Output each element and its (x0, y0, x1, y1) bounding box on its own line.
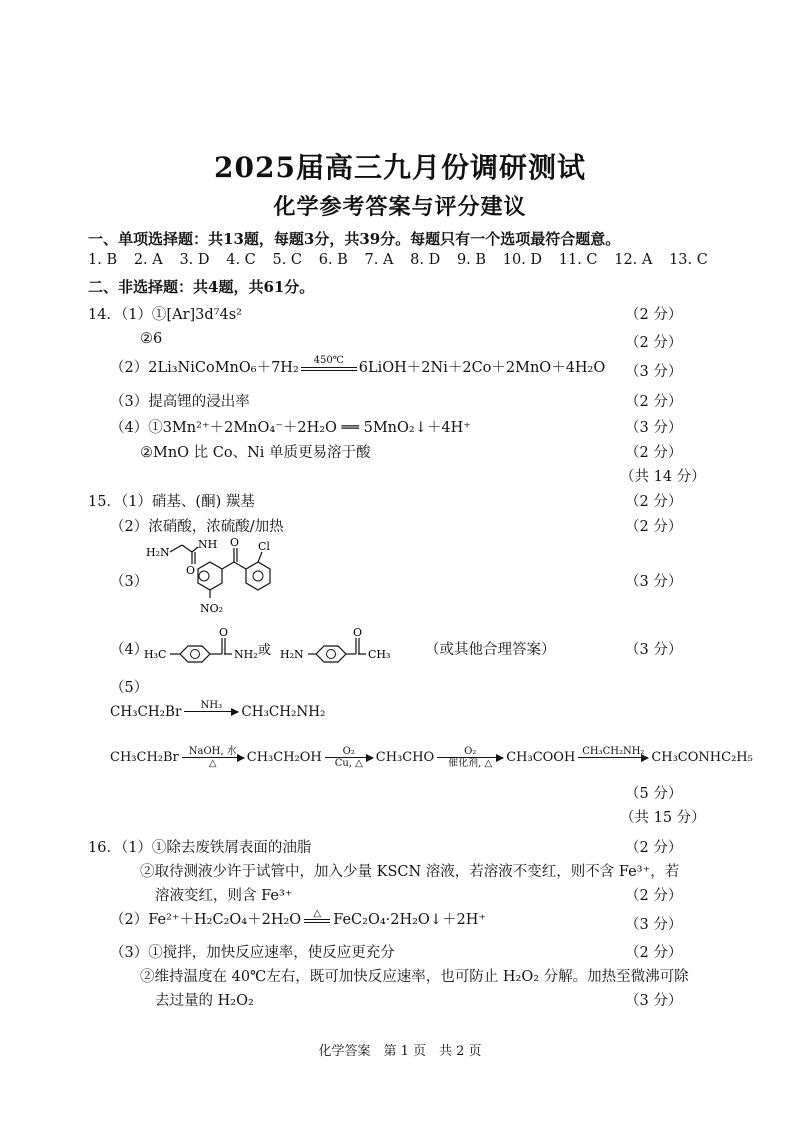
q14-3: （3）提高锂的浸出率 (110, 394, 250, 410)
struct3-cl: Cl (258, 540, 270, 553)
q14-1a-score: （2 分） (625, 307, 683, 323)
q14-2-score: （3 分） (625, 364, 683, 380)
section2-heading: 二、非选择题：共4题，共61分。 (88, 278, 315, 296)
q14-2-products: 6LiOH＋2Ni＋2Co＋2MnO＋4H₂O (358, 360, 606, 376)
mcq-answer: 11. C (558, 252, 598, 268)
q16-2-condition-arrow (304, 908, 330, 929)
q16-1b-line2: 溶液变红，则含 Fe³⁺ (155, 888, 293, 904)
struct4-h3c: H₃C (144, 648, 167, 661)
equals-sign (301, 367, 357, 371)
q15-4-label: （4） (110, 642, 149, 658)
q16-2-condition: △ (313, 908, 322, 919)
q16-3a: （3）①搅拌，加快反应速率，使反应更充分 (110, 945, 395, 961)
mcq-answer: 1. B (88, 252, 118, 268)
q15-3-score: （3 分） (625, 574, 683, 590)
q15-2-score: （2 分） (625, 519, 683, 535)
q15-5-score: （5 分） (625, 786, 683, 802)
route2-r3-bot: 催化剂, △ (448, 758, 493, 769)
route2-arrow-3 (437, 746, 503, 769)
q14-2-condition: 450℃ (313, 355, 344, 366)
route2-r2-bot: Cu, △ (334, 758, 363, 769)
q14-2-reactants: 2Li₃NiCoMnO₆＋7H₂ (148, 360, 299, 376)
route2-arrow-2 (325, 746, 373, 769)
q14-4a-score: （3 分） (625, 420, 683, 436)
route2-r1-top: NaOH, 水 (188, 746, 237, 757)
q16-1b-line1: ②取待测液少许于试管中，加入少量 KSCN 溶液，若溶液不变红，则不含 Fe³⁺，若 (140, 864, 680, 880)
mcq-answer: 12. A (614, 252, 653, 268)
q16-1b-score: （2 分） (625, 888, 683, 904)
q14-3-score: （2 分） (625, 394, 683, 410)
q14-1b-score: （2 分） (625, 335, 683, 351)
route1-reagent: NH₃ (200, 700, 223, 711)
q14-4b: ②MnO 比 Co、Ni 单质更易溶于酸 (140, 445, 371, 461)
q15-5-label: （5） (110, 680, 149, 696)
q16-2-products: FeC₂O₄·2H₂O↓＋2H⁺ (333, 912, 486, 928)
route2-r4-top: CH₃CH₂NH₂ (582, 746, 645, 757)
route1-product: CH₃CH₂NH₂ (241, 703, 326, 720)
q14-1a-answer: [Ar]3d⁷4s² (166, 307, 242, 323)
page-footer: 化学答案 第 1 页 共 2 页 (318, 1044, 482, 1059)
q16-2-equation (110, 908, 486, 929)
mcq-answer: 10. D (502, 252, 543, 268)
q14-2-condition-arrow (301, 355, 357, 377)
q16-2-score: （3 分） (625, 917, 683, 933)
section1-heading: 一、单项选择题：共13题，每题3分，共39分。每题只有一个选项最符合题意。 (88, 230, 621, 248)
equals-sign (304, 919, 330, 923)
route2-s1: CH₃CH₂Br (110, 750, 179, 765)
q14-2-label: （2） (110, 360, 149, 376)
route2-s5: CH₃CONHC₂H₅ (651, 750, 753, 765)
aromatic-ring-icon (327, 650, 336, 659)
q16-3b-line2: 去过量的 H₂O₂ (155, 993, 254, 1009)
q16-1a: 16．（1）①除去废铁屑表面的油脂 (88, 840, 312, 856)
mcq-answer: 7. A (364, 252, 394, 268)
aromatic-ring-icon (191, 650, 200, 659)
q15-1-score: （2 分） (625, 494, 683, 510)
struct3-no2: NO₂ (200, 602, 224, 615)
q15-4-note: （或其他合理答案） (425, 642, 556, 658)
mcq-answers (88, 252, 708, 268)
struct4-h2n: H₂N (280, 648, 304, 661)
mcq-answer: 3. D (179, 252, 210, 268)
aromatic-ring-icon (253, 571, 263, 581)
q16-3b-line1: ②维持温度在 40℃左右，既可加快反应速率，也可防止 H₂O₂ 分解。加热至微沸可除 (140, 969, 689, 985)
q15-3-label: （3） (110, 574, 149, 590)
route2-arrow-4 (578, 746, 648, 769)
struct4-or: 或 (258, 643, 272, 658)
route2-s3: CH₃CHO (375, 750, 435, 765)
q15-3-structure (140, 534, 280, 618)
mcq-answer: 9. B (456, 252, 487, 268)
struct3-nh: NH (198, 538, 218, 551)
q16-3a-score: （2 分） (625, 945, 683, 961)
struct4-ch3: CH₃ (368, 648, 391, 661)
struct4-o-left: O (219, 626, 229, 639)
route2-r1-bot: △ (208, 758, 217, 769)
q14-2-equation (110, 355, 605, 377)
q14-4b-score: （2 分） (625, 445, 683, 461)
mcq-answer: 4. C (226, 252, 256, 268)
struct4-nh2: NH₂ (234, 648, 258, 661)
q14-1b: ②6 (140, 331, 163, 347)
route2-s2: CH₃CH₂OH (246, 750, 322, 765)
mcq-answer: 13. C (669, 252, 708, 268)
route1-start: CH₃CH₂Br (110, 703, 182, 720)
mcq-answer: 5. C (272, 252, 303, 268)
q16-1a-score: （2 分） (625, 840, 683, 856)
q15-1: 15．（1）硝基、(酮) 羰基 (88, 494, 255, 510)
q14-label: 14．（1）① (88, 307, 167, 323)
route2-arrow-1 (182, 746, 244, 769)
q15-2: （2）浓硝酸，浓硫酸/加热 (110, 519, 284, 535)
aromatic-ring-icon (199, 571, 209, 581)
page-title: 2025届高三九月份调研测试 (214, 151, 586, 184)
struct4-o-right: O (353, 626, 363, 639)
q15-4-score: （3 分） (625, 642, 683, 658)
mcq-answer: 2. A (133, 252, 163, 268)
route1-arrow (184, 700, 238, 723)
page-subtitle: 化学参考答案与评分建议 (273, 194, 527, 220)
q16-3b-score: （3 分） (625, 993, 683, 1009)
mcq-answer: 8. D (410, 252, 441, 268)
struct3-o-ketone: O (230, 536, 240, 549)
q15-total: （共 15 分） (620, 810, 706, 826)
route2-r3-top: O₂ (464, 746, 477, 757)
q14-total: （共 14 分） (620, 469, 706, 485)
q14-1a (88, 303, 242, 324)
route2-s4: CH₃COOH (506, 750, 576, 765)
struct3-o-amide: O (186, 564, 196, 577)
route2-r2-top: O₂ (342, 746, 355, 757)
q15-4-structures (140, 624, 410, 670)
q16-2-reactants: （2）Fe²⁺＋H₂C₂O₄＋2H₂O (110, 912, 302, 928)
q14-4a: （4）①3Mn²⁺＋2MnO₄⁻＋2H₂O ══ 5MnO₂↓＋4H⁺ (110, 420, 471, 436)
q15-5-route2 (110, 746, 753, 769)
mcq-answer: 6. B (318, 252, 348, 268)
q15-5-route1 (110, 700, 325, 723)
struct3-nh2: H₂N (146, 546, 170, 559)
